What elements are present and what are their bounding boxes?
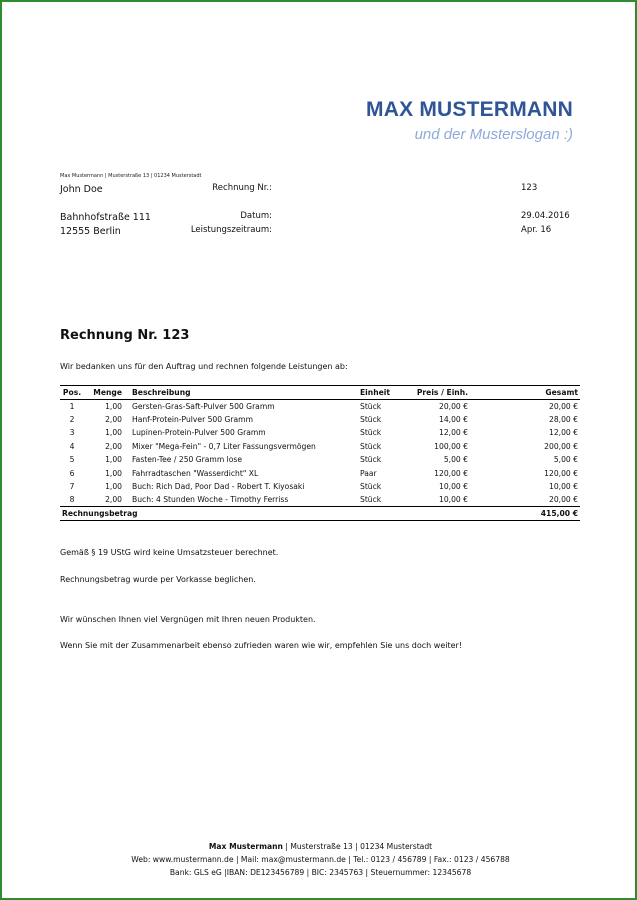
note-thanks: Wir wünschen Ihnen viel Vergnügen mit Ihren neuen Produkten. [60, 615, 316, 624]
cell-qty: 2,00 [105, 415, 122, 425]
cell-unit: Stück [360, 482, 382, 492]
cell-price: 10,00 € [439, 482, 468, 492]
cell-desc: Mixer "Mega-Fein" - 0,7 Liter Fassungsvermögen [132, 441, 316, 451]
cell-desc: Hanf-Protein-Pulver 500 Gramm [132, 415, 253, 425]
header-desc: Beschreibung [126, 386, 358, 400]
cell-pos: 4 [69, 441, 75, 451]
invoice-title: Rechnung Nr. 123 [60, 328, 190, 343]
recipient-street: Bahnhofstraße 111 [60, 212, 151, 223]
cell-total: 20,00 € [549, 401, 578, 411]
cell-qty: 1,00 [105, 482, 122, 492]
footer-company: Max Mustermann [208, 842, 283, 851]
cell-unit: Stück [360, 441, 382, 451]
cell-unit: Stück [360, 401, 382, 411]
cell-total: 28,00 € [549, 415, 578, 425]
cell-price: 20,00 € [439, 401, 468, 411]
table-row [60, 453, 580, 466]
cell-price: 5,00 € [443, 455, 468, 465]
cell-price: 100,00 € [434, 441, 468, 451]
cell-price: 120,00 € [434, 468, 468, 478]
cell-pos: 8 [60, 493, 84, 506]
cell-unit: Stück [360, 455, 382, 465]
cell-pos: 6 [69, 468, 75, 478]
cell-price: 14,00 € [439, 415, 468, 425]
sum-label: Rechnungsbetrag [60, 507, 470, 521]
table-row [60, 426, 580, 439]
cell-pos: 2 [69, 415, 75, 425]
cell-desc: Fasten-Tee / 250 Gramm lose [132, 455, 243, 465]
recipient-address [60, 183, 151, 239]
table-row [60, 440, 580, 453]
cell-total: 10,00 € [549, 482, 578, 492]
meta-value: 123 [521, 183, 538, 193]
note-vat: Gemäß § 19 UStG wird keine Umsatzsteuer berechnet. [60, 548, 279, 557]
meta-value: 29.04.2016 [521, 211, 570, 221]
sender-return-address: Max Mustermann | Musterstraße 13 | 01234 Musterstadt [60, 173, 202, 179]
cell-qty: 1,00 [105, 428, 122, 438]
header-price: Preis / Einh. [402, 386, 470, 400]
cell-desc: Buch: 4 Stunden Woche - Timothy Ferriss [126, 493, 358, 506]
table-row [60, 466, 580, 479]
cell-pos: 7 [69, 482, 75, 492]
cell-total: 20,00 € [470, 493, 580, 506]
invoice-intro: Wir bedanken uns für den Auftrag und rechnen folgende Leistungen ab: [60, 362, 348, 371]
header-total: Gesamt [470, 386, 580, 400]
cell-qty: 1,00 [105, 455, 122, 465]
cell-desc: Buch: Rich Dad, Poor Dad - Robert T. Kiyosaki [132, 482, 305, 492]
cell-price: 10,00 € [402, 493, 470, 506]
cell-desc: Gersten-Gras-Saft-Pulver 500 Gramm [132, 401, 275, 411]
note-payment: Rechnungsbetrag wurde per Vorkasse beglichen. [60, 575, 256, 584]
footer-contact-line: Web: www.mustermann.de | Mail: max@mustermann.de | Tel.: 0123 / 456789 | Fax.: 0123 / 456788 [131, 855, 510, 865]
cell-desc: Lupinen-Protein-Pulver 500 Gramm [132, 428, 266, 438]
meta-label: Datum: [240, 211, 272, 221]
note-recommend: Wenn Sie mit der Zusammenarbeit ebenso zufrieden waren wie wir, empfehlen Sie uns doch weiter! [60, 641, 463, 650]
table-row [60, 413, 580, 426]
header-qty: Menge [84, 386, 126, 400]
cell-unit: Paar [360, 468, 377, 478]
header-unit: Einheit [358, 386, 402, 400]
cell-pos: 5 [69, 455, 75, 465]
cell-total: 12,00 € [549, 428, 578, 438]
cell-total: 5,00 € [553, 455, 578, 465]
brand-name: MAX MUSTERMANN [366, 98, 573, 121]
cell-qty: 2,00 [105, 441, 122, 451]
cell-qty: 2,00 [84, 493, 126, 506]
table-header-row [60, 386, 580, 400]
footer-address-line [2, 840, 637, 853]
cell-qty: 1,00 [105, 401, 122, 411]
cell-qty: 1,00 [105, 468, 122, 478]
table-sum-row [60, 507, 580, 521]
meta-label: Rechnung Nr.: [212, 183, 272, 193]
cell-total: 200,00 € [544, 441, 578, 451]
table-row [60, 480, 580, 493]
footer-bank-line: Bank: GLS eG |IBAN: DE123456789 | BIC: 2345763 | Steuernummer: 12345678 [169, 868, 472, 878]
recipient-name: John Doe [60, 184, 103, 195]
cell-total: 120,00 € [544, 468, 578, 478]
meta-label: Leistungszeitraum: [190, 225, 272, 235]
cell-unit: Stück [360, 428, 382, 438]
cell-unit: Stück [360, 415, 382, 425]
cell-unit: Stück [358, 493, 402, 506]
cell-pos: 1 [69, 401, 75, 411]
table-row [60, 400, 580, 413]
sum-value: 415,00 € [470, 507, 580, 521]
cell-pos: 3 [69, 428, 75, 438]
cell-price: 12,00 € [439, 428, 468, 438]
brand-slogan: und der Musterslogan :) [414, 126, 573, 143]
brand-header [366, 98, 573, 143]
line-items-table [60, 385, 580, 521]
footer-address: | Musterstraße 13 | 01234 Musterstadt [282, 842, 433, 851]
table-row [60, 493, 580, 506]
cell-desc: Fahrradtaschen "Wasserdicht" XL [132, 468, 259, 478]
meta-value: Apr. 16 [521, 225, 552, 235]
header-pos: Pos. [60, 386, 84, 400]
invoice-footer [2, 840, 637, 880]
recipient-city: 12555 Berlin [60, 226, 121, 237]
